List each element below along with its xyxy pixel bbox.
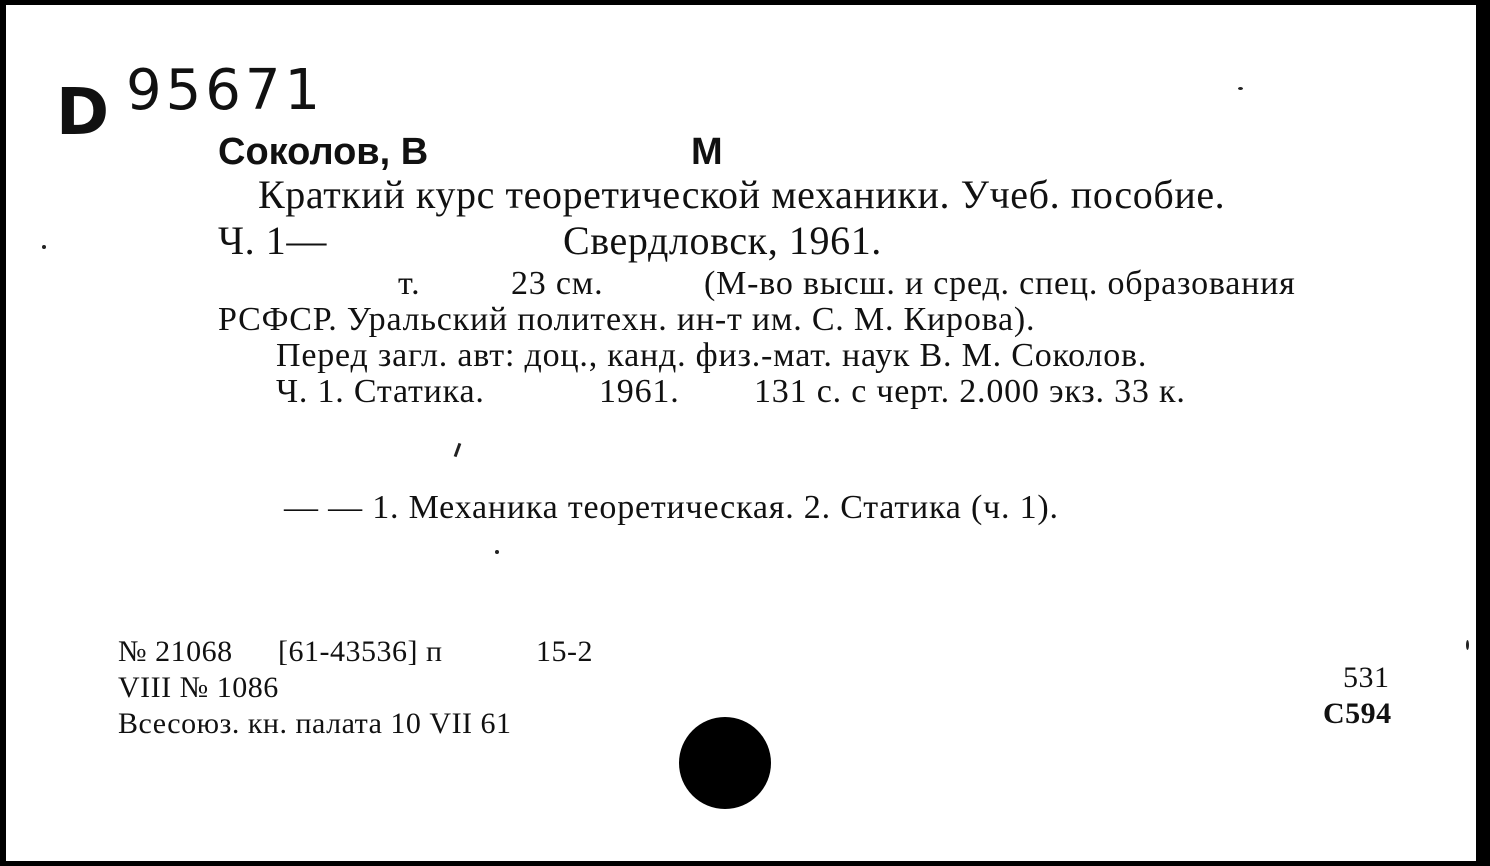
footer-number: № 21068 xyxy=(118,635,233,668)
note-author: Перед загл. авт: доц., канд. физ.-мат. наук В. М. Соколов. xyxy=(276,337,1148,374)
title-line-2-place: Свердловск, 1961. xyxy=(563,218,882,263)
note-year: 1961. xyxy=(599,373,680,410)
description-t: т. xyxy=(398,265,421,302)
footer-chamber: Всесоюз. кн. палата 10 VII 61 xyxy=(118,707,512,740)
footer-order: 15-2 xyxy=(536,635,593,668)
speck xyxy=(1238,87,1243,90)
speck xyxy=(495,550,499,554)
subject-headings: — — 1. Механика теоретическая. 2. Статика (ч. 1). xyxy=(284,489,1059,526)
description-publisher-1: (М-во высш. и сред. спец. образования xyxy=(704,265,1296,302)
classification-udc: 531 xyxy=(1343,661,1390,694)
tick-mark xyxy=(454,443,462,457)
footer-line-2: VIII № 1086 xyxy=(118,671,279,704)
author-patronymic: М xyxy=(691,131,723,173)
note-pages: 131 с. с черт. 2.000 экз. 33 к. xyxy=(754,373,1186,410)
title-line-1: Краткий курс теоретической механики. Учеб. пособие. xyxy=(258,172,1226,217)
speck xyxy=(1466,640,1469,650)
description-publisher-2: РСФСР. Уральский политехн. ин-т им. С. М. Кирова). xyxy=(218,301,1036,338)
call-number: 95671 xyxy=(126,58,325,123)
footer-code: [61-43536] п xyxy=(278,635,443,668)
catalog-card xyxy=(6,5,1476,861)
card-prefix: D xyxy=(56,76,112,150)
speck xyxy=(42,245,46,249)
title-line-2-part: Ч. 1— xyxy=(218,218,327,263)
author-surname: Соколов, В xyxy=(218,131,429,173)
classification-bbk: С594 xyxy=(1323,697,1392,730)
punch-hole xyxy=(679,717,771,809)
note-part: Ч. 1. Статика. xyxy=(276,373,485,410)
description-size: 23 см. xyxy=(511,265,604,302)
